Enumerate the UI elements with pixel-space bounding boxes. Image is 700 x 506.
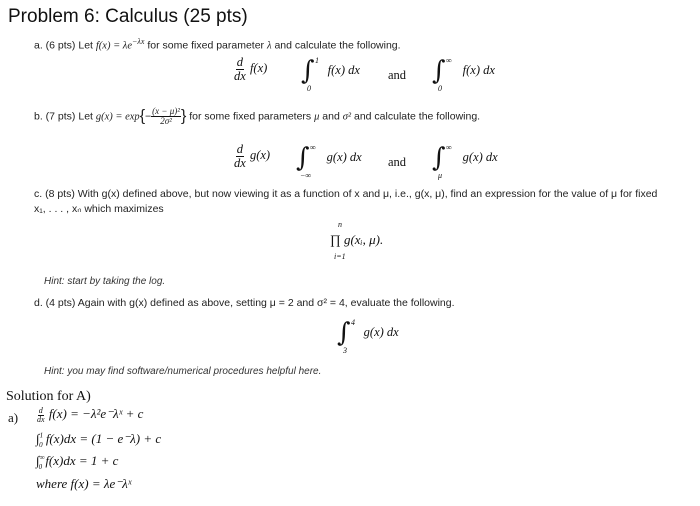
part-b-rest2: and [319, 110, 343, 123]
integral-sign-wrap [432, 143, 452, 180]
part-a-fx: f(x) = λe [95, 40, 132, 52]
prod-expr: ∏ g(xᵢ, μ). [330, 232, 384, 247]
solution-line-1 [36, 406, 143, 424]
lower-limit: −∞ [300, 171, 312, 180]
sol-deriv-num: d [38, 405, 43, 415]
solution-header: Solution for A) [6, 389, 91, 404]
sol-deriv-den: dx [37, 414, 45, 424]
part-a-derivative [233, 56, 267, 82]
part-b-gx: g(x) = exp [95, 111, 140, 123]
part-c-line1: c. (8 pts) With g(x) defined above, but now viewing it as a function of x and μ, i.e., g(x, μ), find an expression for the value of μ for fixed [34, 188, 658, 200]
part-b-statement: b. (7 pts) Let g(x) = exp{− $\frac{\text{(x − μ)²}}{\text{2σ²}}$ } for some fixed parameters μ and σ² and calculate the following. [34, 106, 481, 126]
integral-sign: ∫ [36, 453, 40, 468]
part-b-fraction [151, 107, 181, 126]
lower-limit: 3 [343, 346, 347, 355]
lower-limit: μ [438, 171, 443, 180]
upper-limit: ∞ [310, 143, 316, 152]
integral-sign-wrap [432, 56, 452, 93]
sol-l2-text: f(x)dx = (1 − e⁻λ) + c [45, 431, 162, 446]
deriv-den: dx [234, 68, 246, 83]
part-b-mu: μ [314, 111, 320, 123]
lower-limit: 0 [438, 84, 442, 93]
integral-sign: ∫ [296, 143, 310, 173]
integrand: g(x) dx [462, 149, 498, 164]
integrand: f(x) dx [327, 62, 360, 77]
part-d-statement: d. (4 pts) Again with g(x) defined as above, setting μ = 2 and σ² = 4, evaluate the following. [34, 297, 455, 309]
sol-l3-text: f(x)dx = 1 + c [45, 453, 119, 468]
part-b-rest: for some fixed parameters [186, 110, 315, 123]
deriv-g: g(x) [249, 147, 271, 162]
solution-line-4: where f(x) = λe⁻λˣ [36, 476, 132, 491]
frac-num: (x − μ)² [152, 106, 180, 116]
part-b-integral-full [296, 143, 362, 180]
brace-left: { [139, 107, 146, 125]
part-a-lambda: λ [266, 40, 272, 52]
part-a-label: a. (6 pts) Let [34, 39, 96, 52]
solution-line-3 [36, 453, 118, 471]
deriv-f: f(x) [249, 60, 268, 75]
sol-l1-text: f(x) = −λ²e⁻λˣ + c [48, 406, 144, 421]
deriv-fraction [233, 56, 247, 82]
deriv-num: d [236, 142, 244, 156]
and-word: and [388, 68, 407, 82]
deriv-fraction [233, 143, 247, 169]
prod-lower: i=1 [334, 252, 346, 261]
brace-right: } [180, 107, 187, 125]
integral-sign: ∫ [36, 431, 40, 446]
part-a-statement [34, 37, 401, 52]
integral-sign: ∫ [301, 56, 315, 86]
part-a-integral-01 [301, 56, 360, 93]
part-a-integral-0inf [432, 56, 495, 93]
part-b-derivative [233, 143, 270, 169]
lower-limit: 0 [307, 84, 311, 93]
part-b-integral-mu [432, 143, 498, 180]
part-b-sigma: σ² [342, 111, 352, 123]
prod-upper: n [338, 220, 342, 229]
integrand: g(x) dx [363, 324, 399, 339]
part-a-exp: −λx [132, 37, 145, 46]
solution-marker: a) [8, 410, 19, 425]
upper-limit: ∞ [446, 56, 452, 65]
integral-sign: ∫ [337, 318, 351, 348]
integral-sign: ∫ [432, 143, 446, 173]
part-a-rest: for some fixed parameter [144, 39, 267, 52]
part-d-hint: Hint: you may find software/numerical procedures helpful here. [44, 366, 322, 377]
problem-title: Problem 6: Calculus (25 pts) [8, 6, 248, 27]
solution-line-2 [36, 431, 161, 449]
sol-deriv-fraction [36, 407, 46, 424]
part-c-line2: x₁, . . . , xₙ which maximizes [34, 203, 164, 215]
deriv-num: d [236, 55, 244, 69]
part-c-product [330, 220, 384, 261]
and-word: and [388, 155, 407, 169]
integrand: f(x) dx [462, 62, 495, 77]
integral-sign-wrap [296, 143, 316, 180]
part-a-rest2: and calculate the following. [271, 39, 401, 52]
part-d-integral [337, 318, 399, 355]
sol-int-wrap [36, 431, 43, 449]
frac-den: 2σ² [160, 116, 172, 126]
integral-sign-wrap [337, 318, 355, 355]
part-b-label: b. (7 pts) Let [34, 110, 96, 123]
integral-sign: ∫ [432, 56, 446, 86]
sol-int-wrap [36, 453, 45, 471]
integral-sign-wrap [301, 56, 319, 93]
integrand: g(x) dx [326, 149, 362, 164]
part-b-rest3: and calculate the following. [351, 110, 481, 123]
lower-limit: 0 [39, 440, 43, 449]
upper-limit: 4 [351, 318, 355, 327]
lower-limit: 0 [38, 462, 43, 471]
upper-limit: ∞ [39, 453, 45, 462]
upper-limit: 1 [39, 431, 44, 440]
deriv-den: dx [234, 155, 246, 170]
part-c-hint: Hint: start by taking the log. [44, 276, 166, 287]
upper-limit: 1 [315, 56, 319, 65]
upper-limit: ∞ [446, 143, 452, 152]
